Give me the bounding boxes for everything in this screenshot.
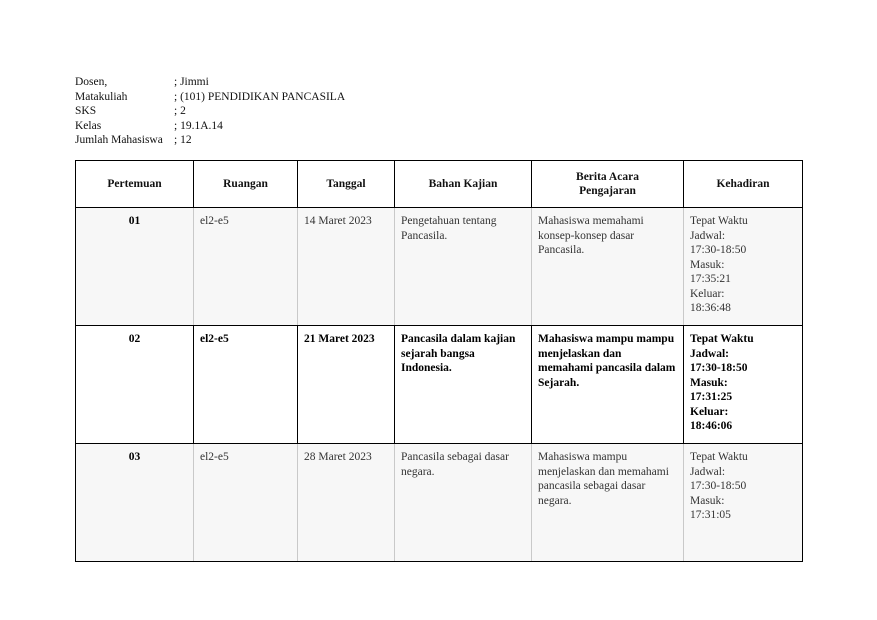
header-berita-acara [532, 161, 684, 208]
cell-kehadiran [684, 444, 803, 562]
info-label: Kelas [75, 119, 102, 132]
kehadiran-line: Tepat Waktu [690, 333, 754, 345]
cell-berita-acara: Mahasiswa mampu mampu menjelaskan dan memahami pancasila dalam Sejarah. [532, 326, 684, 444]
kehadiran-line: Masuk: [690, 376, 728, 389]
info-label: Jumlah Mahasiswa [75, 134, 163, 146]
kehadiran-line: Tepat Waktu [690, 215, 748, 227]
cell-berita-acara: Mahasiswa mampu menjelaskan dan memahami pancasila sebagai dasar negara. [532, 444, 684, 562]
table-row [76, 208, 803, 326]
kehadiran-line: Masuk: [690, 258, 725, 271]
info-value: ; 19.1A.14 [174, 119, 223, 132]
cell-berita-acara: Mahasiswa memahami konsep-konsep dasar Pancasila. [532, 208, 684, 326]
info-value: ; 2 [174, 105, 186, 117]
cell-bahan-kajian: Pengetahuan tentang Pancasila. [395, 208, 532, 326]
cell-pertemuan: 01 [76, 208, 194, 326]
header-pertemuan: Pertemuan [76, 161, 194, 208]
cell-pertemuan: 03 [76, 444, 194, 562]
kehadiran-line: 17:30-18:50 [690, 362, 748, 374]
info-value: ; (101) PENDIDIKAN PANCASILA [174, 90, 346, 103]
header-berita-line: Pengajaran [579, 185, 636, 197]
kehadiran-line: 17:30-18:50 [690, 480, 747, 492]
course-info [75, 75, 345, 148]
kehadiran-line: Tepat Waktu [690, 451, 748, 463]
kehadiran-line: Keluar: [690, 287, 725, 300]
kehadiran-line: 17:31:05 [690, 509, 731, 521]
info-label: Matakuliah [75, 90, 128, 103]
info-row-sks [75, 104, 345, 119]
header-tanggal: Tanggal [298, 161, 395, 208]
kehadiran-line: Masuk: [690, 494, 725, 507]
table-row [76, 444, 803, 562]
meeting-table [75, 160, 803, 562]
cell-ruangan: el2-e5 [194, 326, 298, 444]
header-berita-line: Berita Acara [576, 170, 639, 183]
cell-tanggal: 28 Maret 2023 [298, 444, 395, 562]
info-row-matakuliah [75, 90, 345, 105]
table-row [76, 326, 803, 444]
cell-ruangan: el2-e5 [194, 208, 298, 326]
cell-tanggal: 21 Maret 2023 [298, 326, 395, 444]
cell-kehadiran [684, 326, 803, 444]
kehadiran-line: 18:36:48 [690, 302, 731, 314]
header-bahan-kajian: Bahan Kajian [395, 161, 532, 208]
cell-tanggal: 14 Maret 2023 [298, 208, 395, 326]
kehadiran-line: 17:31:25 [690, 391, 733, 403]
cell-bahan-kajian: Pancasila sebagai dasar negara. [395, 444, 532, 562]
kehadiran-line: 17:35:21 [690, 273, 731, 285]
kehadiran-line: Jadwal: [690, 229, 726, 242]
cell-pertemuan: 02 [76, 326, 194, 444]
info-label: SKS [75, 105, 97, 117]
info-value: ; Jimmi [174, 76, 209, 88]
info-row-kelas [75, 119, 345, 134]
kehadiran-line: 18:46:06 [690, 420, 733, 432]
kehadiran-line: Jadwal: [690, 347, 729, 360]
cell-bahan-kajian: Pancasila dalam kajian sejarah bangsa Indonesia. [395, 326, 532, 444]
info-label: Dosen, [75, 76, 108, 88]
info-row-dosen [75, 75, 345, 90]
cell-kehadiran [684, 208, 803, 326]
header-kehadiran: Kehadiran [684, 161, 803, 208]
kehadiran-line: Keluar: [690, 405, 729, 418]
info-row-jumlah-mahasiswa [75, 133, 345, 148]
cell-ruangan: el2-e5 [194, 444, 298, 562]
header-ruangan: Ruangan [194, 161, 298, 208]
info-value: ; 12 [174, 134, 192, 146]
kehadiran-line: Jadwal: [690, 465, 726, 478]
kehadiran-line: 17:30-18:50 [690, 244, 747, 256]
table-header-row [76, 161, 803, 208]
